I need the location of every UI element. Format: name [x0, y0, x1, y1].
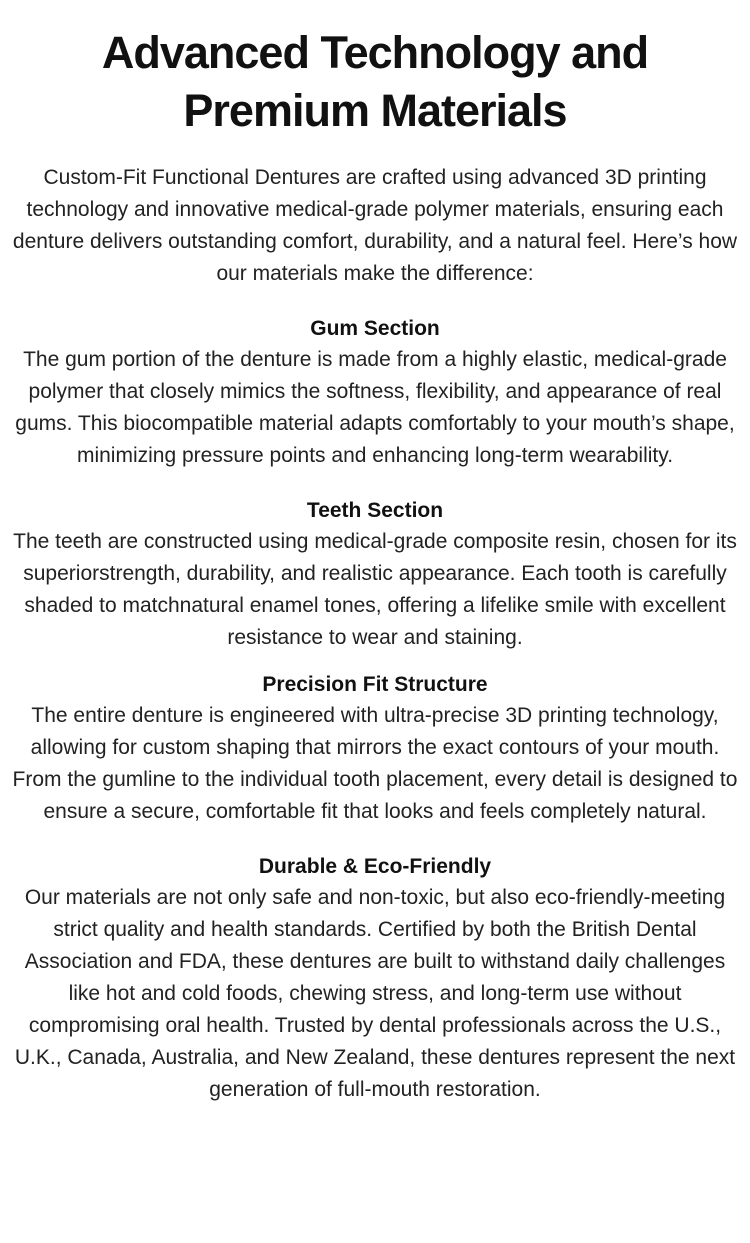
intro-paragraph: Custom-Fit Functional Dentures are crafted using advanced 3D printing technology and innovative medical-grade polymer materials, ensuring each denture delivers outstanding comfort, durability, and a natural feel. Here’s how our materials make the difference:	[12, 166, 738, 285]
durable-eco-section	[8, 852, 742, 1106]
section-body: The teeth are constructed using medical-grade composite resin, chosen for its superiorstrength, durability, and realistic appearance. Each tooth is carefully shaded to matchnatural enamel tones, offering a lifelike smile with excellent resistance to wear and staining.	[13, 530, 737, 649]
gum-section	[8, 314, 742, 472]
section-heading: Precision Fit Structure	[262, 673, 488, 696]
section-body: The gum portion of the denture is made from a highly elastic, medical-grade polymer that closely mimics the softness, flexibility, and appearance of real gums. This biocompatible material adapts comfortably to your mouth’s shape, minimizing pressure points and enhancing long-term wearability.	[15, 348, 735, 467]
precision-fit-section	[8, 670, 742, 828]
section-heading: Teeth Section	[306, 499, 444, 522]
page-title: Advanced Technology and Premium Materials	[101, 27, 649, 136]
section-heading: Durable & Eco-Friendly	[258, 855, 492, 878]
section-heading: Gum Section	[310, 317, 440, 340]
teeth-section	[8, 496, 742, 654]
section-body: Our materials are not only safe and non-toxic, but also eco-friendly-meeting strict quality and health standards. Certified by both the British Dental Association and FDA, these dentures are built to withstand daily challenges like hot and cold foods, chewing stress, and long-term use without compromising oral health. Trusted by dental professionals across the U.S., U.K., Canada, Australia, and New Zealand, these dentures represent the next generation of full-mouth restoration.	[14, 886, 736, 1101]
section-body: The entire denture is engineered with ultra-precise 3D printing technology, allowing for custom shaping that mirrors the exact contours of your mouth. From the gumline to the individual tooth placement, every detail is designed to ensure a secure, comfortable fit that looks and feels completely natural.	[12, 704, 738, 823]
